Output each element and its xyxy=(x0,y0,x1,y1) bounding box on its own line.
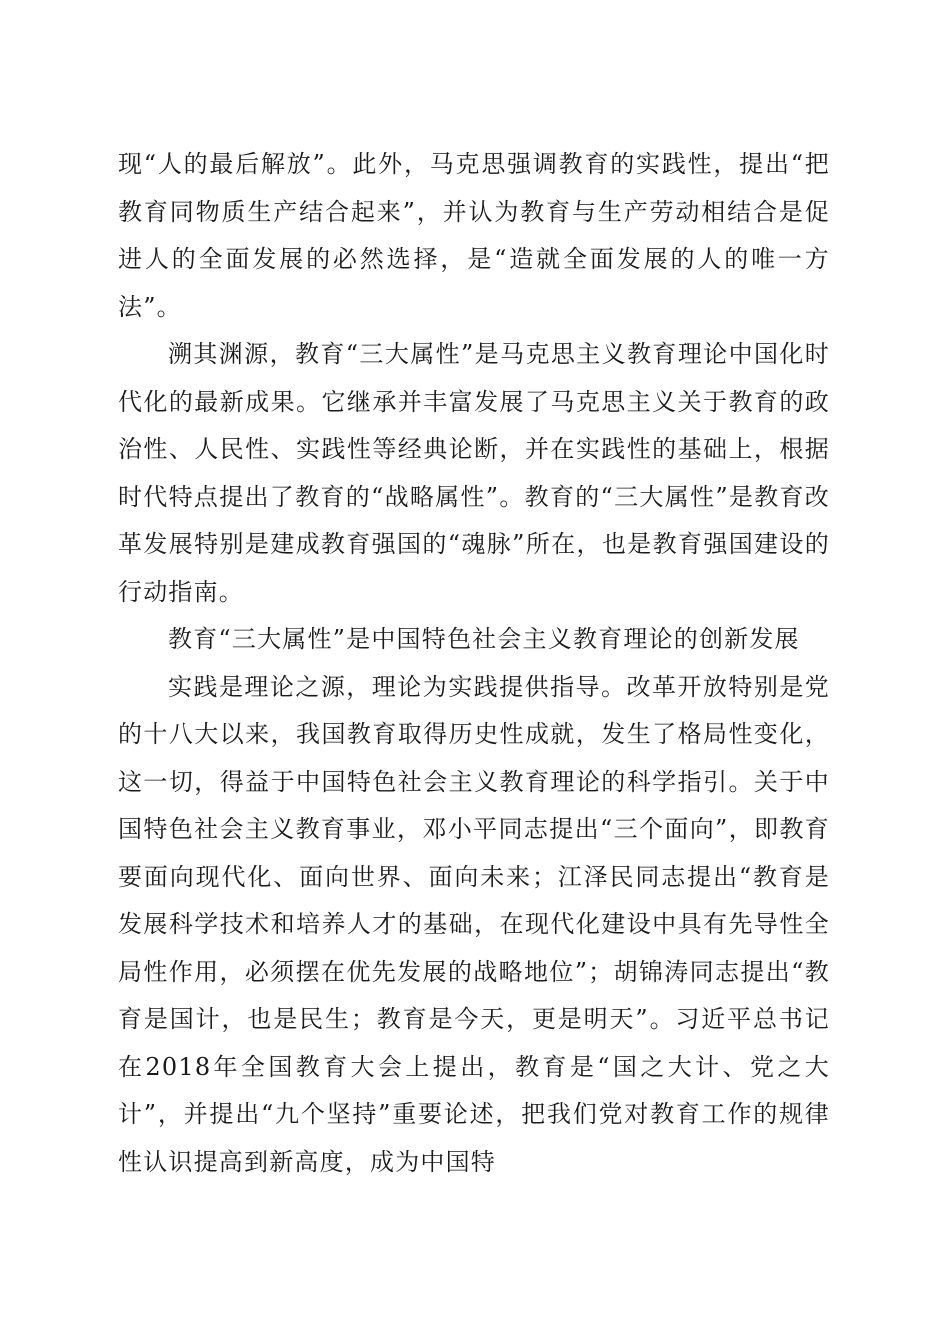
section-heading: 教育“三大属性”是中国特色社会主义教育理论的创新发展 xyxy=(168,625,800,653)
body-text xyxy=(118,141,830,1186)
paragraph-continuation: 现“人的最后解放”。此外，马克思强调教育的实践性，提出“把教育同物质生产结合起来”，并认为教育与生产劳动相结合是促进人的全面发展的必然选择，是“造就全面发展的人的唯一方法”。 xyxy=(118,150,830,321)
paragraph-practice: 实践是理论之源，理论为实践提供指导。改革开放特别是党的十八大以来，我国教育取得历史性成就，发生了格局性变化，这一切，得益于中国特色社会主义教育理论的科学指引。关于中国特色社会主义教育事业，邓小平同志提出“三个面向”，即教育要面向现代化、面向世界、面向未来；江泽民同志提出“教育是发展科学技术和培养人才的基础，在现代化建设中具有先导性全局性作用，必须摆在优先发展的战略地位”；胡锦涛同志提出“教育是国计，也是民生；教育是今天，更是明天”。习近平总书记在2018年全国教育大会上提出，教育是“国之大计、党之大计”，并提出“九个坚持”重要论述，把我们党对教育工作的规律性认识提高到新高度，成为中国特 xyxy=(118,672,830,1176)
paragraph-origin: 溯其渊源，教育“三大属性”是马克思主义教育理论中国化时代化的最新成果。它继承并丰富发展了马克思主义关于教育的政治性、人民性、实践性等经典论断，并在实践性的基础上，根据时代特点提出了教育的“战略属性”。教育的“三大属性”是教育改革发展特别是建成教育强国的“魂脉”所在，也是教育强国建设的行动指南。 xyxy=(118,340,830,606)
